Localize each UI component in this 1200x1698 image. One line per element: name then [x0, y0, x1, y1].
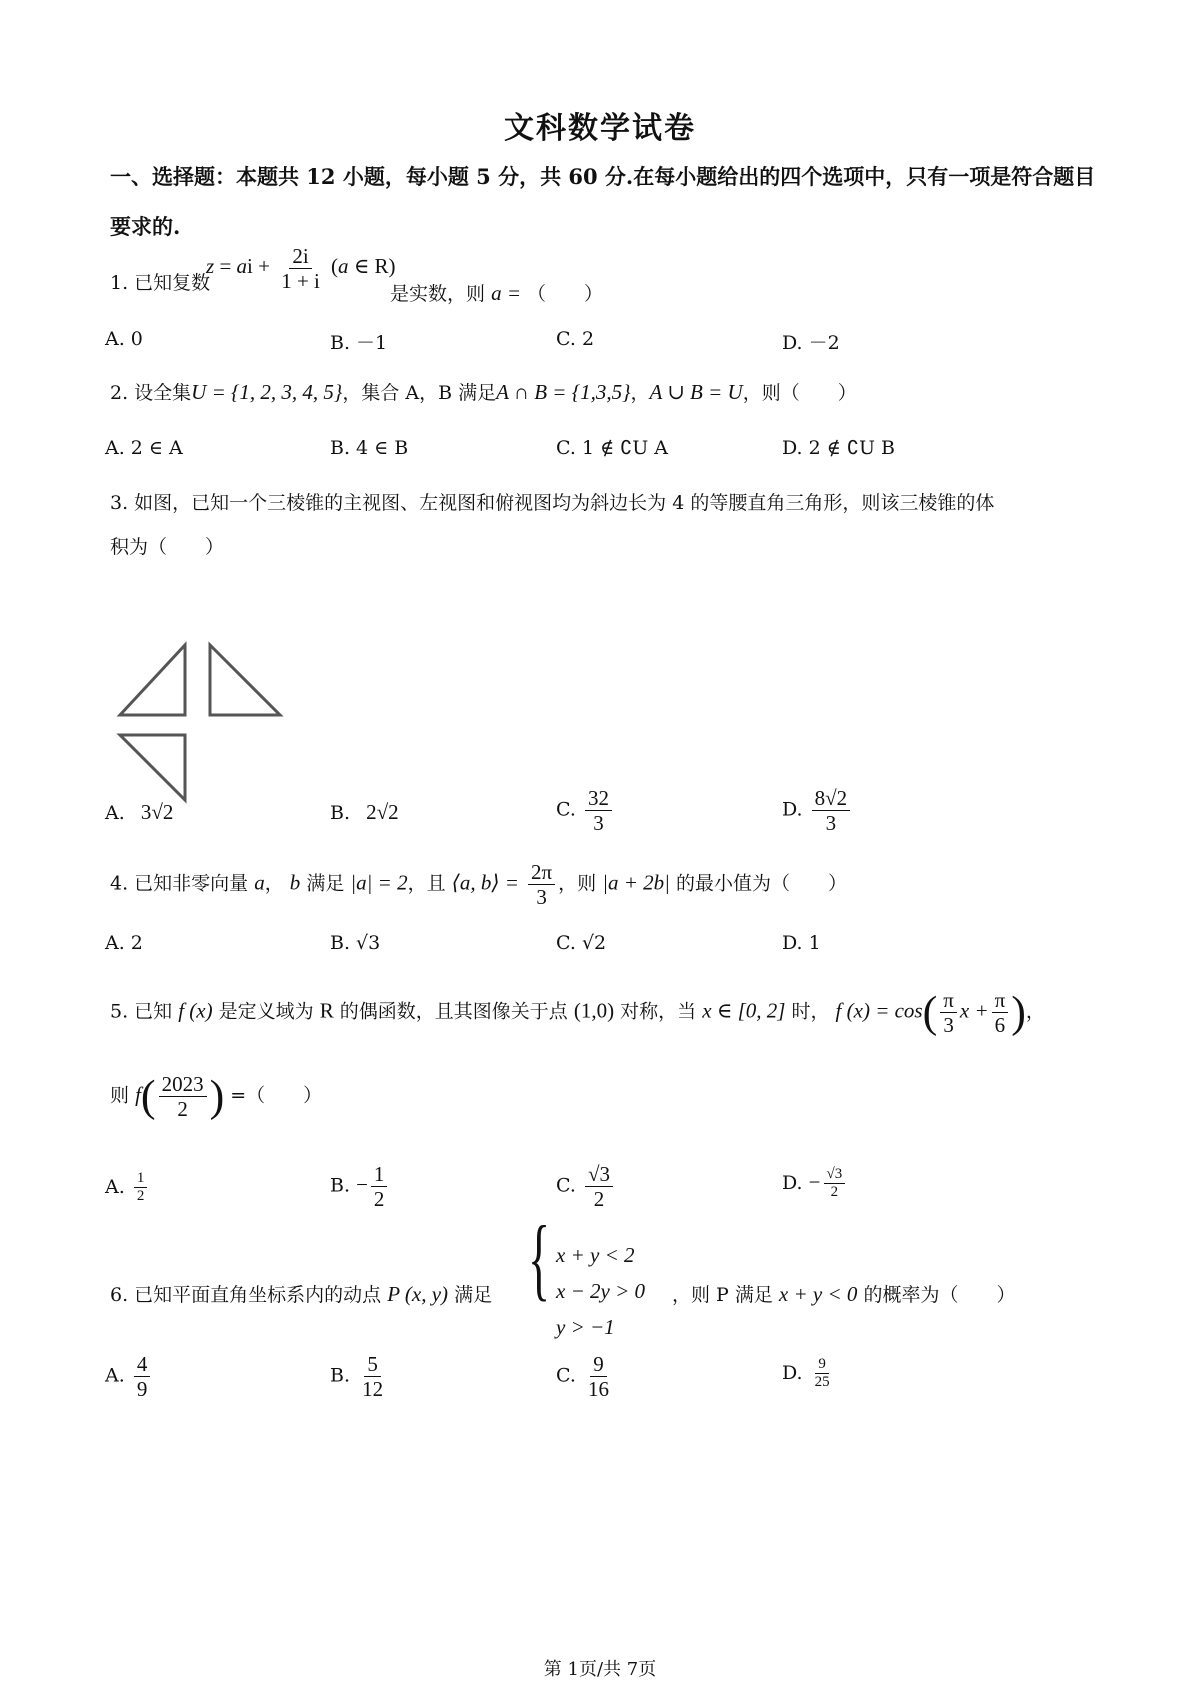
q6-option-a: A. $\frac{4}{9}$ — [105, 1352, 153, 1401]
vector-b: b — [289, 870, 301, 895]
question-4: 4. 已知非零向量 a， b 满足 |a| = 2，且 ⟨a, b⟩ = $\frac{2\pi}{3}$ ，则 |a + 2b| 的最小值为（ ） — [110, 860, 847, 910]
q2-intersection: A ∩ B = {1,3,5} — [496, 380, 631, 404]
front-view-triangle — [120, 645, 185, 715]
q5-option-b: B. − $\frac{1}{2}$ — [330, 1162, 390, 1211]
page-title: 文科数学试卷 — [504, 111, 696, 146]
question-3-line1: 3. 如图，已知一个三棱锥的主视图、左视图和俯视图均为斜边长为 4 的等腰直角三角形，则该三棱锥的体 — [110, 492, 995, 514]
inequality-3: y > −1 — [556, 1315, 615, 1339]
question-1 — [110, 268, 210, 295]
q1-a-eq: a = — [491, 281, 521, 305]
question-3-line2: 积为（ ） — [110, 536, 225, 558]
expr-a-plus-2b: |a + 2b| — [602, 870, 670, 895]
q4-option-d: D. 1 — [782, 932, 821, 954]
q1-option-d: D. －2 — [782, 332, 840, 354]
q1-formula: z = ai + $\frac{2i}{1 + i}$ (a ∈ R) — [206, 244, 396, 294]
top-view-triangle — [120, 735, 185, 800]
q1-paren: （ ） — [527, 283, 604, 305]
q6-option-b: B. $\frac{5}{12}$ — [330, 1352, 384, 1402]
q1-option-c: C. 2 — [556, 328, 595, 350]
q2-option-c: C. 1 ∉ ∁U A — [556, 437, 669, 459]
question-2: 2. 设全集U = {1, 2, 3, 4, 5}，集合 A，B 满足A ∩ B = {1,3,5}，A ∪ B = U，则（ ） — [110, 380, 857, 404]
q2-union: A ∪ B = U — [649, 380, 743, 404]
system-brace: { — [528, 1207, 551, 1309]
q1-tail: 是实数，则 a = （ ） — [390, 281, 604, 305]
q3-option-d: D. $\frac{8√2}{3}$ — [782, 786, 853, 835]
q2-set-u: U = {1, 2, 3, 4, 5} — [191, 380, 343, 404]
page-footer: 第 1页/共 7页 — [543, 1659, 657, 1680]
q4-option-b: B. √3 — [330, 932, 381, 954]
q3-option-c: C. $\frac{32}{3}$ — [556, 786, 615, 835]
q6-option-c: C. $\frac{9}{16}$ — [556, 1352, 609, 1402]
q3-option-a: A. 3√2 — [105, 800, 174, 824]
q1-option-a: A. 0 — [105, 328, 143, 350]
q2-option-d: D. 2 ∉ ∁U B — [782, 437, 895, 459]
side-view-triangle — [210, 645, 280, 715]
q6-option-d: D. $\frac{9}{25}$ — [782, 1356, 830, 1391]
q6-condition: x + y < 0 — [778, 1282, 858, 1306]
q2-option-a: A. 2 ∈ A — [105, 437, 183, 459]
q5-option-d: D. − $\frac{√3}{2}$ — [782, 1166, 848, 1202]
section-heading: 一、选择题：本题共 12 小题，每小题 5 分，共 60 分.在每小题给出的四个选项中，只有一项是符合题目要求的. — [110, 164, 1096, 239]
question-6-tail: ，则 P 满足 x + y < 0 的概率为（ ） — [672, 1282, 1016, 1306]
question-5-line1: 5. 已知 f (x) 是定义域为 R 的偶函数，且其图像关于点 (1,0) 对称，当 x ∈ [0, 2] 时， f (x) = cos( $\frac{\pi}{3}$ x + $\frac{\pi}{6}$ )， — [110, 987, 1045, 1038]
q5-option-c: C. $\frac{√3}{2}$ — [556, 1162, 616, 1211]
abs-a: |a| = 2 — [350, 870, 408, 895]
point-p: P (x, y) — [387, 1282, 449, 1306]
inequality-2: x − 2y > 0 — [556, 1279, 645, 1303]
question-5-line2: 则 f( $\frac{2023}{2}$ ) =（ ） — [110, 1071, 323, 1122]
question-6-intro: 6. 已知平面直角坐标系内的动点 P (x, y) 满足 — [110, 1282, 493, 1306]
q3-option-b: B. 2√2 — [330, 800, 399, 824]
three-view-figure — [115, 640, 305, 820]
vector-a: a — [254, 870, 265, 895]
q4-option-a: A. 2 — [105, 932, 143, 954]
q4-option-c: C. √2 — [556, 932, 607, 954]
angle-ab: ⟨a, b⟩ = — [451, 870, 519, 895]
q1-prefix: 1. 已知复数 — [110, 272, 211, 294]
q1-option-b: B. －1 — [330, 332, 388, 354]
inequality-1: x + y < 2 — [556, 1243, 635, 1267]
q5-option-a: A. $\frac{1}{2}$ — [105, 1170, 150, 1206]
q2-option-b: B. 4 ∈ B — [330, 437, 409, 459]
